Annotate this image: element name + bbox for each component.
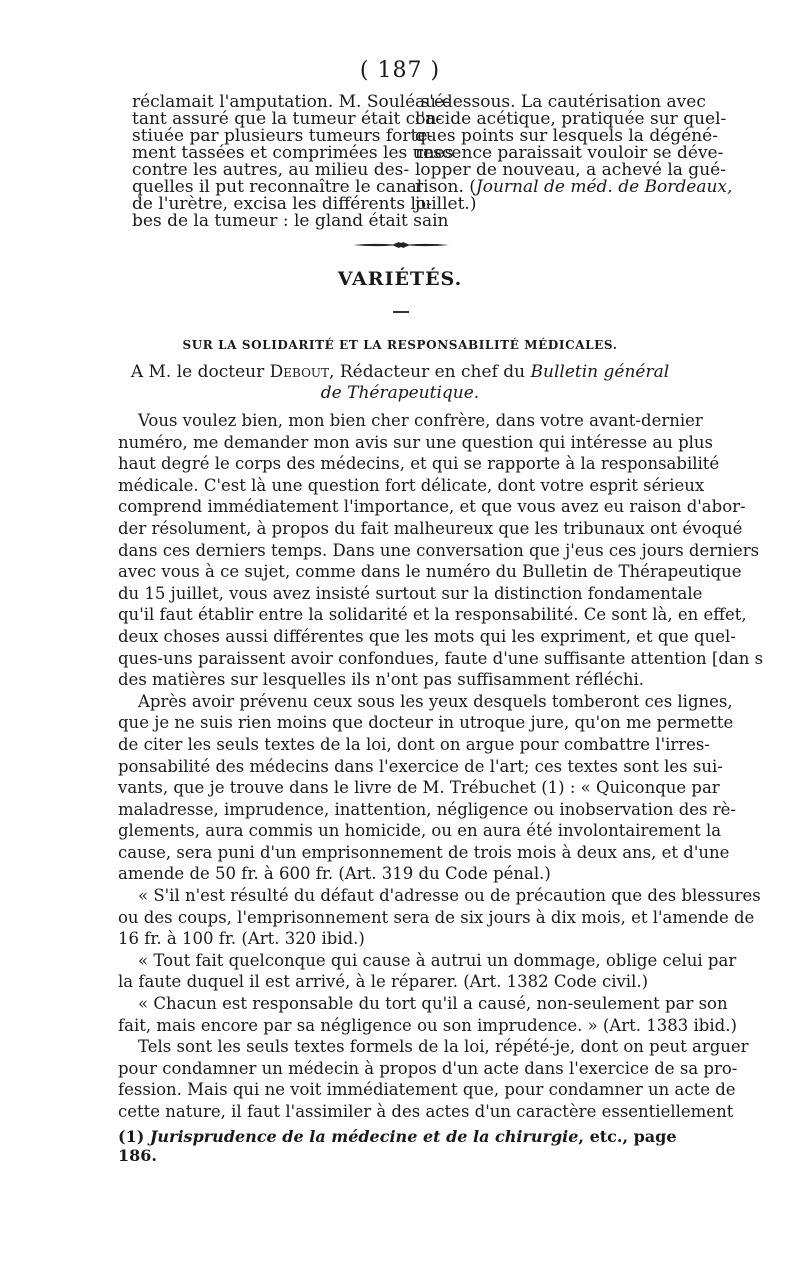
text-line: que je ne suis rien moins que docteur in utroque jure, qu'on me permette [118,713,734,733]
text-line: cause, sera puni d'un emprisonnement de trois mois à deux ans, et d'une [118,842,730,862]
divider [393,311,409,313]
page-number: ( 187 ) [359,58,441,83]
text-line: deux choses aussi différentes que les mots qui les expriment, et que quel- [118,626,736,646]
text-line: fait, mais encore par sa négligence ou son imprudence. » (Art. 1383 ibid.) [118,1015,737,1035]
address-prefix: A M. le docteur [130,362,270,382]
address-first-line [0,362,800,383]
address-middle: , Rédacteur en chef du [329,362,531,382]
text-line: tant assuré que la tumeur était con- [132,109,443,129]
text-line: lopper de nouveau, a achevé la gué- [415,160,726,180]
text-line: l'acide acétique, pratiquée sur quel- [415,109,727,129]
text-line: « Tout fait quelconque qui cause à autrui un dommage, oblige celui par [138,950,737,970]
text-line: de citer les seuls textes de la loi, dont on argue pour combattre l'irres- [118,734,710,754]
text-line: ques-uns paraissent avoir confondues, faute d'une suffisante attention [dan s [118,648,764,668]
text-line: fession. Mais qui ne voit immédiatement que, pour condamner un acte de [118,1080,736,1100]
article-body [118,410,764,1123]
text-line: rescence paraissait vouloir se déve- [415,143,724,163]
address-name: Debout [269,362,330,382]
ornament-divider-icon [353,240,449,250]
text-line: du 15 juillet, vous avez insisté surtout sur la distinction fondamentale [118,583,703,603]
text-line: bes de la tumeur : le gland était sain [132,211,449,231]
text-line: 16 fr. à 100 fr. (Art. 320 ibid.) [118,929,365,949]
footnote-rest: , etc., page 186. [118,1127,677,1165]
text-line: juillet.) [415,194,477,214]
text-line: der résolument, à propos du fait malheureux que les tribunaux ont évoqué [118,518,743,538]
text-line: pour condamner un médecin à propos d'un acte dans l'exercice de sa pro- [118,1058,738,1078]
section-title: VARIÉTÉS. [337,268,463,290]
text-line: numéro, me demander mon avis sur une question qui intéresse au plus [118,432,713,452]
text-line: Vous voulez bien, mon bien cher confrère, dans votre avant-dernier [138,411,703,430]
footnote-marker: (1) [118,1127,150,1146]
text-line: glements, aura commis un homicide, ou en aura été involontairement la [118,821,722,841]
text-line: quelles il put reconnaître le canal [132,177,423,197]
address-line [0,362,800,404]
text-line: qu'il faut établir entre la solidarité et la responsabilité. Ce sont là, en effet, [118,605,747,625]
text-line: maladresse, imprudence, inattention, négligence ou inobservation des rè- [118,799,736,819]
footnote [118,1127,680,1165]
text-line: au-dessous. La cautérisation avec [415,92,706,112]
text-line: ment tassées et comprimées les unes [132,143,454,163]
text-line: ponsabilité des médecins dans l'exercice de l'art; ces textes sont les sui- [118,756,723,776]
text-line: contre les autres, au milieu des- [132,160,410,180]
text-line: comprend immédiatement l'importance, et que vous avez eu raison d'abor- [118,497,746,517]
text-line: des matières sur lesquelles ils n'ont pas suffisamment réfléchi. [118,670,645,690]
text-line: Tels sont les seuls textes formels de la loi, répété-je, dont on peut arguer [138,1037,749,1057]
text-line: « S'il n'est résulté du défaut d'adresse ou de précaution que des blessures [138,886,761,906]
footnote-title: Jurisprudence de la médecine et de la chirurgie [149,1127,579,1146]
text-line: amende de 50 fr. à 600 fr. (Art. 319 du Code pénal.) [118,864,551,884]
text-line: stiuée par plusieurs tumeurs forte- [132,126,434,146]
article-subtitle: SUR LA SOLIDARITÉ ET LA RESPONSABILITÉ MÉDICALES. [182,338,618,352]
text-line: dans ces derniers temps. Dans une conversation que j'eus ces jours derniers [118,540,760,560]
text-line: la faute duquel il est arrivé, à le réparer. (Art. 1382 Code civil.) [118,972,649,992]
text-line: avec vous à ce sujet, comme dans le numéro du Bulletin de Thérapeutique [118,562,742,582]
text-fragment: rison. ( [415,177,476,197]
journal-title-continued: de Thérapeutique. [320,383,480,403]
text-line: de l'urètre, excisa les différents lo- [132,194,432,214]
journal-title: Bulletin général [530,362,670,382]
text-line: Après avoir prévenu ceux sous les yeux desquels tomberont ces lignes, [138,691,733,711]
text-line: « Chacun est responsable du tort qu'il a causé, non-seulement par son [138,994,728,1014]
text-line: haut degré le corps des médecins, et qui se rapporte à la responsabilité [118,454,720,474]
text-line: vants, que je trouve dans le livre de M. Trébuchet (1) : « Quiconque par [118,778,720,798]
text-line: ou des coups, l'emprisonnement sera de six jours à dix mois, et l'amende de [118,907,755,927]
text-line: médicale. C'est là une question fort délicate, dont votre esprit sérieux [118,475,705,495]
journal-citation: Journal de méd. de Bordeaux, [475,177,733,197]
right-column [415,92,733,214]
text-line: réclamait l'amputation. M. Soulé s'é- [132,92,450,112]
text-line: cette nature, il faut l'assimiler à des actes d'un caractère essentiellement [118,1102,734,1121]
text-line: ques points sur lesquels la dégéné- [415,126,718,146]
